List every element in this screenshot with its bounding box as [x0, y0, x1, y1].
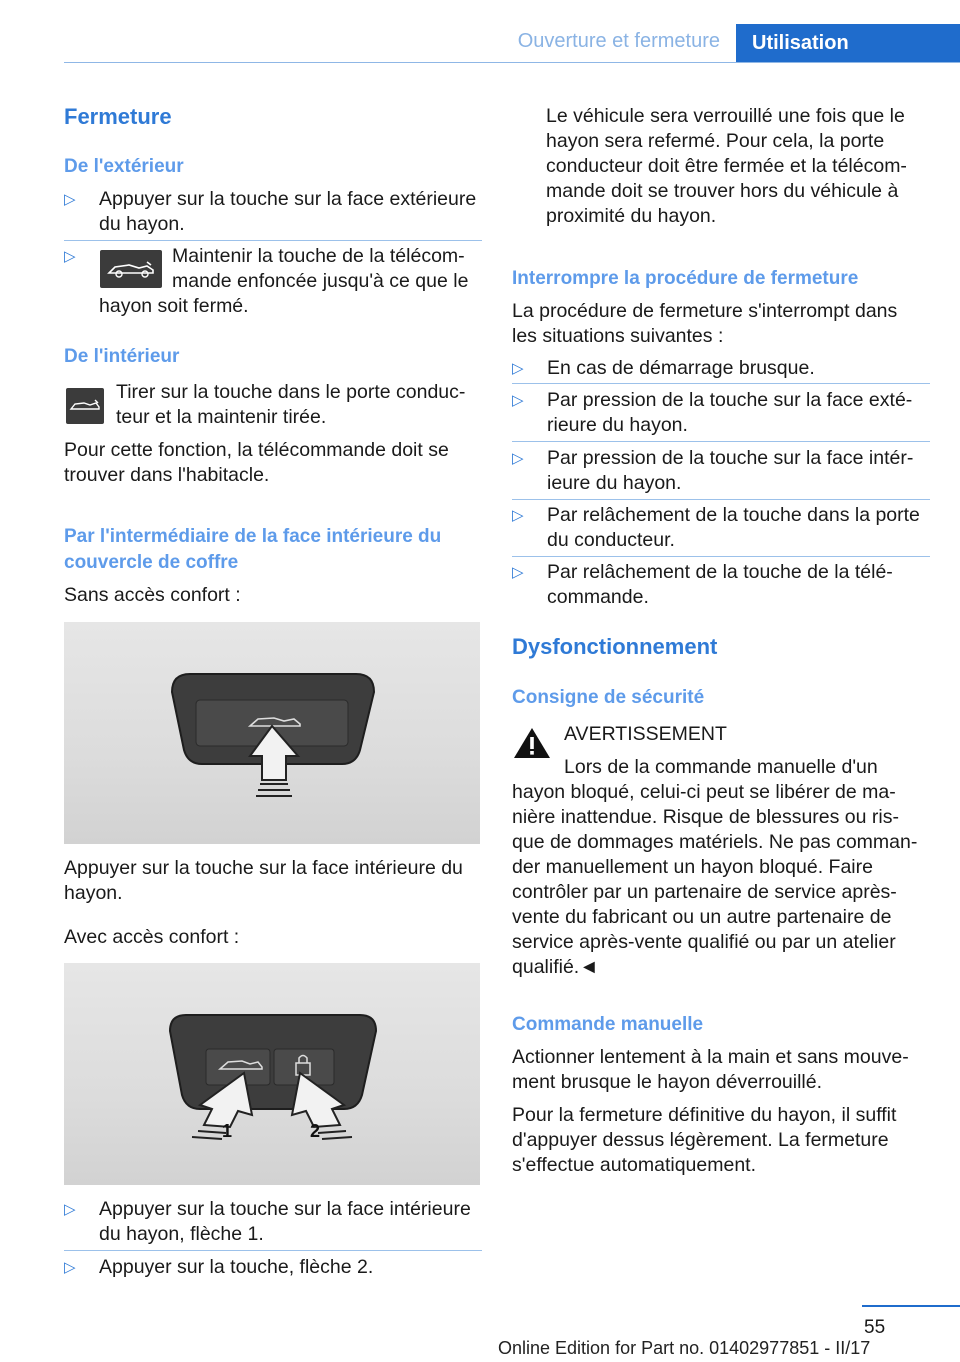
bullet-text: Appuyer sur la touche sur la face extérieure du hayon. — [99, 188, 477, 235]
bullet-exterieur-2 — [64, 244, 482, 320]
bullet-marker-icon: ▷ — [512, 507, 524, 524]
bullet-text-line-2: mande enfoncée jusqu'à ce que le — [172, 270, 469, 292]
bullet-couvercle-2 — [64, 1255, 482, 1281]
interieur-text-line-1: Tirer sur la touche dans le porte conduc- — [116, 381, 466, 403]
bullet-text-line-1: Maintenir la touche de la télécom- — [172, 245, 465, 267]
section-title-dysfonctionnement: Dysfonctionnement — [512, 634, 718, 659]
divider — [64, 1250, 482, 1251]
interrupt-item — [512, 356, 930, 382]
heading-interieur: De l'intérieur — [64, 346, 180, 367]
divider — [512, 499, 930, 500]
bullet-marker-icon: ▷ — [64, 1201, 76, 1218]
warning-text: hayon bloqué, celui-ci peut se libérer de ma- nière inattendue. Risque de blessures ou ris- que de dommages matériels. Ne pas comman- der manuellement un hayon bloqué. Faire contrôler par un partenaire de service après- vente du fabricant ou un autre partenaire de service après-vente qualifié ou par un atelier qualifié.◄ — [512, 781, 918, 978]
divider — [512, 383, 930, 384]
heading-exterieur: De l'extérieur — [64, 156, 184, 177]
heading-commande-manuelle: Commande manuelle — [512, 1014, 704, 1035]
interieur-text-line-2: teur et la maintenir tirée. — [116, 406, 327, 428]
bullet-marker-icon: ▷ — [64, 191, 76, 208]
bullet-text: Par pression de la touche sur la face intér- ieure du hayon. — [547, 447, 914, 494]
interrupt-item — [512, 560, 930, 612]
sans-acces-confort-label: Sans accès confort : — [64, 584, 241, 606]
intro-paragraph: Le véhicule sera verrouillé une fois que le hayon sera refermé. Pour cela, la porte conducteur doit être fermée et la télécom- mande doit se trouver hors du véhicule à proximité du hayon. — [546, 105, 907, 227]
bullet-text: Par pression de la touche sur la face exté- rieure du hayon. — [547, 389, 913, 436]
avec-acces-confort-label: Avec accès confort : — [64, 926, 240, 948]
bullet-text: Par relâchement de la touche de la télé- commande. — [547, 561, 893, 608]
bullet-marker-icon: ▷ — [512, 360, 524, 377]
bullet-marker-icon: ▷ — [64, 248, 76, 265]
interieur-note: Pour cette fonction, la télécommande doit se trouver dans l'habitacle. — [64, 439, 449, 486]
interrupt-item — [512, 446, 930, 498]
bullet-text-line-3: hayon soit fermé. — [99, 295, 249, 317]
manual-text-1: Actionner lentement à la main et sans mouve- ment brusque le hayon déverrouillé. — [512, 1046, 909, 1093]
divider — [512, 556, 930, 557]
bullet-exterieur-1 — [64, 187, 482, 239]
bullet-couvercle-1 — [64, 1197, 482, 1249]
bullet-marker-icon: ▷ — [64, 1259, 76, 1276]
manual-text-2: Pour la fermeture définitive du hayon, il suffit d'appuyer dessus légèrement. La fermeture s'effectue automatiquement. — [512, 1104, 897, 1176]
door-tailgate-button-icon — [66, 388, 104, 424]
warning-text-first-line: Lors de la commande manuelle d'un — [564, 756, 878, 778]
bullet-text: Appuyer sur la touche sur la face intérieure du hayon, flèche 1. — [99, 1198, 471, 1245]
warning-label: AVERTISSEMENT — [564, 723, 727, 745]
edition-footer: Online Edition for Part no. 01402977851 - II/17 — [498, 1338, 871, 1358]
interrupt-item — [512, 503, 930, 555]
bullet-text: Appuyer sur la touche, flèche 2. — [99, 1256, 374, 1278]
divider — [64, 240, 482, 241]
divider — [512, 441, 930, 442]
bullet-text: Par relâchement de la touche dans la porte du conducteur. — [547, 504, 920, 551]
arrow-label-2: 2 — [310, 1121, 321, 1141]
remote-tailgate-button-icon — [100, 250, 162, 288]
tailgate-button-image — [64, 622, 480, 844]
section-title-fermeture: Fermeture — [64, 104, 172, 129]
bullet-marker-icon: ▷ — [512, 392, 524, 409]
image1-caption: Appuyer sur la touche sur la face intérieure du hayon. — [64, 857, 463, 904]
arrow-label-1: 1 — [222, 1121, 233, 1141]
footer-rule — [862, 1305, 960, 1307]
bullet-marker-icon: ▷ — [512, 564, 524, 581]
interrompre-text: La procédure de fermeture s'interrompt dans les situations suivantes : — [512, 300, 898, 347]
tailgate-lock-buttons-image — [64, 963, 480, 1185]
warning-icon — [512, 726, 552, 760]
page-header — [64, 24, 960, 63]
header-section: Ouverture et fermeture — [517, 30, 720, 52]
heading-consigne-securite: Consigne de sécurité — [512, 687, 705, 708]
heading-couvercle-coffre: Par l'intermédiaire de la face intérieure du couvercle de coffre — [64, 526, 442, 573]
header-chapter-tab: Utilisation — [736, 24, 960, 62]
interrupt-item — [512, 388, 930, 440]
bullet-text: En cas de démarrage brusque. — [547, 357, 815, 379]
heading-interrompre: Interrompre la procédure de fermeture — [512, 268, 859, 289]
bullet-marker-icon: ▷ — [512, 450, 524, 467]
page-number: 55 — [864, 1317, 886, 1338]
